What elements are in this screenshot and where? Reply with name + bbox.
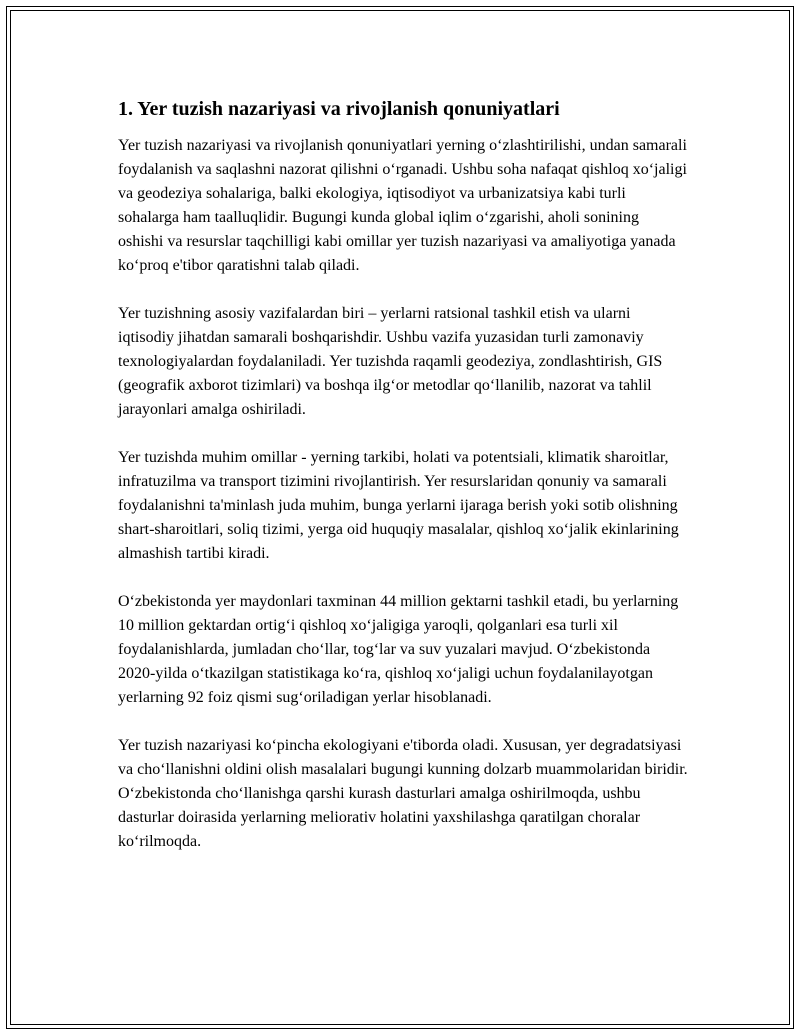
paragraph-2: Yer tuzishning asosiy vazifalardan biri – yerlarni ratsional tashkil etish va ularni iqtisodiy jihatdan samarali boshqarishdir. Ushbu vazifa yuzasidan turli zamonaviy texnologiyalardan foydalaniladi. Yer tuzishda raqamli geodeziya, zondlashtirish, GIS (geografik axborot tizimlari) va boshqa ilg‘or metodlar qo‘llanilib, nazorat va tahlil jarayonlari amalga oshiriladi. [118, 305, 663, 418]
document-body [118, 96, 688, 878]
paragraph-1: Yer tuzish nazariyasi va rivojlanish qonuniyatlari yerning o‘zlashtirilishi, undan samarali foydalanish va saqlashni nazorat qilishni o‘rganadi. Ushbu soha nafaqat qishloq xo‘jaligi va geodeziya sohalariga, balki ekologiya, iqtisodiyot va urbanizatsiya kabi turli sohalarga ham taalluqlidir. Bugungi kunda global iqlim o‘zgarishi, aholi sonining oshishi va resurslar taqchilligi kabi omillar yer tuzish nazariyasi va amaliyotiga yanada ko‘proq e'tibor qaratishni talab qiladi. [118, 137, 687, 274]
paragraph-3: Yer tuzishda muhim omillar - yerning tarkibi, holati va potentsiali, klimatik sharoitlar, infratuzilma va transport tizimini rivojlantirish. Yer resurslaridan qonuniy va samarali foydalanishni ta'minlash juda muhim, bunga yerlarni ijaraga berish yoki sotib olishning shart-sharoitlari, soliq tizimi, yerga oid huquqiy masalalar, qishloq xo‘jalik ekinlarining almashish tartibi kiradi. [118, 449, 679, 562]
section-heading: 1. Yer tuzish nazariyasi va rivojlanish qonuniyatlari [118, 98, 560, 120]
paragraph-4: O‘zbekistonda yer maydonlari taxminan 44 million gektarni tashkil etadi, bu yerlarning 10 million gektardan ortig‘i qishloq xo‘jaligiga yaroqli, qolganlari esa turli xil foydalanishlarda, jumladan cho‘llar, tog‘lar va suv yuzalari mavjud. O‘zbekistonda 2020-yilda o‘tkazilgan statistikaga ko‘ra, qishloq xo‘jaligi uchun foydalanilayotgan yerlarning 92 foiz qismi sug‘oriladigan yerlar hisoblanadi. [118, 593, 679, 706]
paragraph-5: Yer tuzish nazariyasi ko‘pincha ekologiyani e'tiborda oladi. Xususan, yer degradatsiyasi va cho‘llanishni oldini olish masalalari bugungi kunning dolzarb muammolaridan biridir. O‘zbekistonda cho‘llanishga qarshi kurash dasturlari amalga oshirilmoqda, ushbu dasturlar doirasida yerlarning meliorativ holatini yaxshilashga qaratilgan choralar ko‘rilmoqda. [118, 737, 688, 850]
